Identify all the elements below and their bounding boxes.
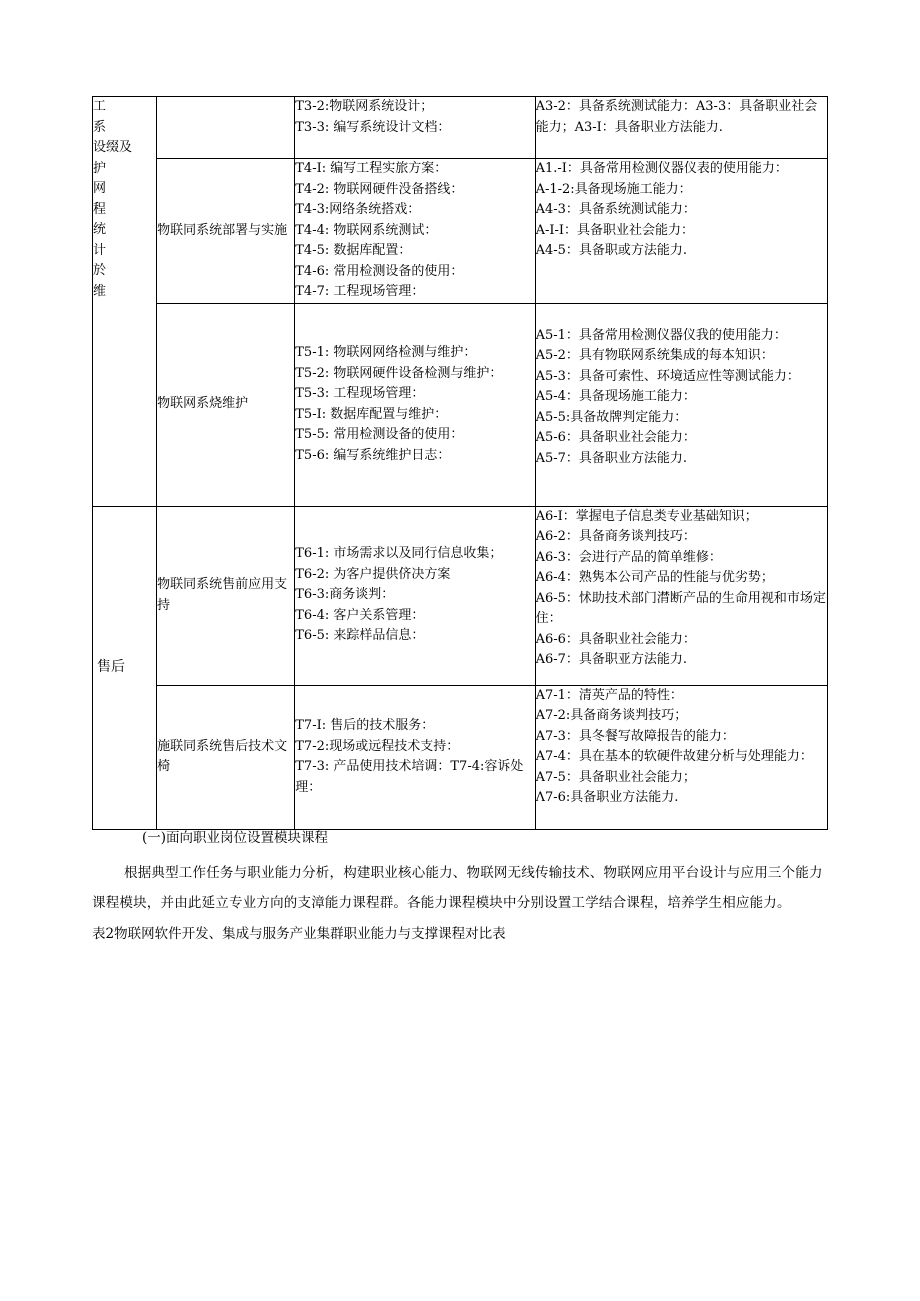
module-cell [157, 97, 295, 159]
ability-item: A1.-I：具备常用检测仪器仪表的使用能力： [535, 161, 788, 176]
task-item: T4-7: 工程现场管理： [295, 284, 425, 299]
task-item: T6-3:商务谈判： [295, 587, 395, 603]
body-text [92, 828, 828, 946]
ability-item: A5-5:具备故牌判定能力： [535, 409, 688, 425]
module-cell: 物联同系统售前应用支持 [157, 506, 295, 685]
task-item: T6-4: 客户关系管理： [295, 607, 425, 623]
table-caption: 表2物联网软件开发、集成与服务产业集群职业能力与支撑课程对比表 [92, 926, 506, 942]
category-char: 维 [93, 283, 107, 299]
ability-item: A7-5：具备职业社会能力； [535, 769, 696, 785]
task-item: T3-2:物联网系统设计； [295, 99, 434, 114]
module-cell: 物联网系烧维护 [157, 303, 295, 506]
ability-item: A7-1：清英产品的特性： [535, 687, 683, 703]
task-item: T5-3: 工程现场管理： [295, 386, 425, 401]
ability-cell [535, 303, 827, 506]
ability-item: A5-2：具有物联网系统集成的每本知识： [535, 348, 774, 363]
table-row [93, 159, 828, 304]
task-item: T6-5: 来踪样品信息： [295, 628, 425, 644]
task-item: T4-3:网络条统搭戏： [295, 202, 421, 217]
task-cell [295, 97, 535, 159]
module-cell: 施联同系统售后技术文椅 [157, 685, 295, 829]
task-item: T5-2: 物联网硬件设备检测与维护： [295, 365, 503, 381]
ability-item: A7-3：具冬餐写故障报告的能力： [535, 728, 735, 744]
category-char: 网 [93, 181, 107, 196]
table-row [93, 685, 828, 829]
ability-item: A6-7：具备职亚方法能力. [535, 652, 688, 667]
category-char: 系 [93, 119, 107, 135]
task-item: T5-I: 数据库配置与维护： [295, 406, 448, 422]
task-item: T6-2: 为客户提供侪决方案 [295, 566, 451, 582]
ability-item: A6-3：会进行产品的简单维修： [535, 549, 722, 565]
ability-cell [535, 159, 827, 304]
ability-item: A6-5：怵助技术部门潸断产品的生命用视和市场定住： [535, 590, 826, 626]
ability-item: A3-2：具备系统测试能力：A3-3：具备职业社会能力；A3-I：具备职业方法能力. [535, 99, 818, 135]
ability-item: A-I-I：具备职业社会能力： [535, 222, 695, 238]
task-item: T7-I: 售后的技术服务： [295, 718, 435, 733]
category-cell-after-sales: 售后 [93, 506, 157, 829]
task-item: T4-I: 编写工程实旅方案： [295, 161, 448, 176]
task-cell [295, 303, 535, 506]
category-char-pair: 设缀及 [93, 140, 133, 155]
category-char: 程 [93, 201, 107, 217]
ability-item: A7-2:具备商务谈判技巧； [535, 708, 688, 723]
ability-item: A7-4：具在基本的软硬件故建分析与处理能力： [535, 749, 813, 764]
task-item: T4-4: 物联网系统测试： [295, 222, 438, 238]
body-paragraph: 根据典型工作任务与职业能力分析，构建职业核心能力、物联网无线传输技术、物联网应用平台设计与应用三个能力课程模块，并由此延立专业方向的支漳能力课程群。各能力课程模块中分别设置工学结合课程，培养学生相应能力。 [92, 865, 823, 911]
ability-item: A4-3：具备系统测试能力： [535, 202, 696, 217]
ability-cell [535, 685, 827, 829]
ability-item: A5-1：具备常用检测仪器仪我的使用能力： [535, 327, 787, 343]
task-cell [295, 159, 535, 304]
task-item: T5-1: 物联网网络检测与维护： [295, 345, 477, 360]
module-cell: 物联同系统部署与实施 [157, 159, 295, 304]
ability-item: A5-3：具备可索性、环境适应性等测试能力： [535, 368, 800, 384]
table-row [93, 506, 828, 685]
ability-item: A6-I：掌握电子信息类专业基础知识； [535, 508, 758, 524]
section-subheading: (一)面向职业岗位设置模块课程 [142, 830, 329, 846]
ability-item: A6-4：熟隽本公司产品的性能与优劣势； [535, 570, 774, 585]
task-cell [295, 685, 535, 829]
task-item: T4-5: 数据库配置： [295, 243, 412, 258]
task-item: T6-1: 市场需求以及同行信息收集； [295, 546, 503, 562]
table-row [93, 303, 828, 506]
category-char: 护 [93, 160, 107, 176]
ability-cell [535, 506, 827, 685]
task-item: T7-2:现场或远程技术支持： [295, 738, 460, 754]
ability-item: A6-6：具备职业社会能力： [535, 631, 696, 647]
ability-item: A6-2：具备商务谈判技巧： [535, 529, 696, 544]
ability-item: Λ7-6:具备职业方法能力. [535, 790, 679, 805]
ability-item: A5-7：具备职业方法能力. [535, 450, 688, 466]
category-char: 计 [93, 242, 107, 258]
task-cell [295, 506, 535, 685]
task-item: T5-6: 编写系统维护日志： [295, 447, 451, 463]
ability-item: A-1-2:具备现场施工能力： [535, 181, 692, 197]
category-char: 统 [93, 222, 107, 237]
category-char: 工 [93, 99, 107, 114]
task-item: T3-3: 编写系统设计文档： [295, 119, 451, 135]
table-row [93, 97, 828, 159]
ability-cell [535, 97, 827, 159]
ability-item: A5-6：具备职业社会能力： [535, 430, 696, 445]
task-item: T4-2: 物联网硬件没备搭线： [295, 181, 464, 197]
task-item: T5-5: 常用检测设备的使用： [295, 427, 464, 442]
ability-item: A4-5：具备职或方法能力. [535, 243, 688, 258]
category-char: 於 [93, 263, 107, 278]
task-item: T4-6: 常用检测设备的使用： [295, 263, 464, 279]
ability-item: A5-4：具备现场施工能力： [535, 389, 696, 404]
category-cell-design-maintenance [93, 97, 157, 507]
competency-table [92, 96, 828, 830]
task-item: T7-3: 产品使用技术培调：T7-4:容诉处理： [295, 759, 524, 795]
